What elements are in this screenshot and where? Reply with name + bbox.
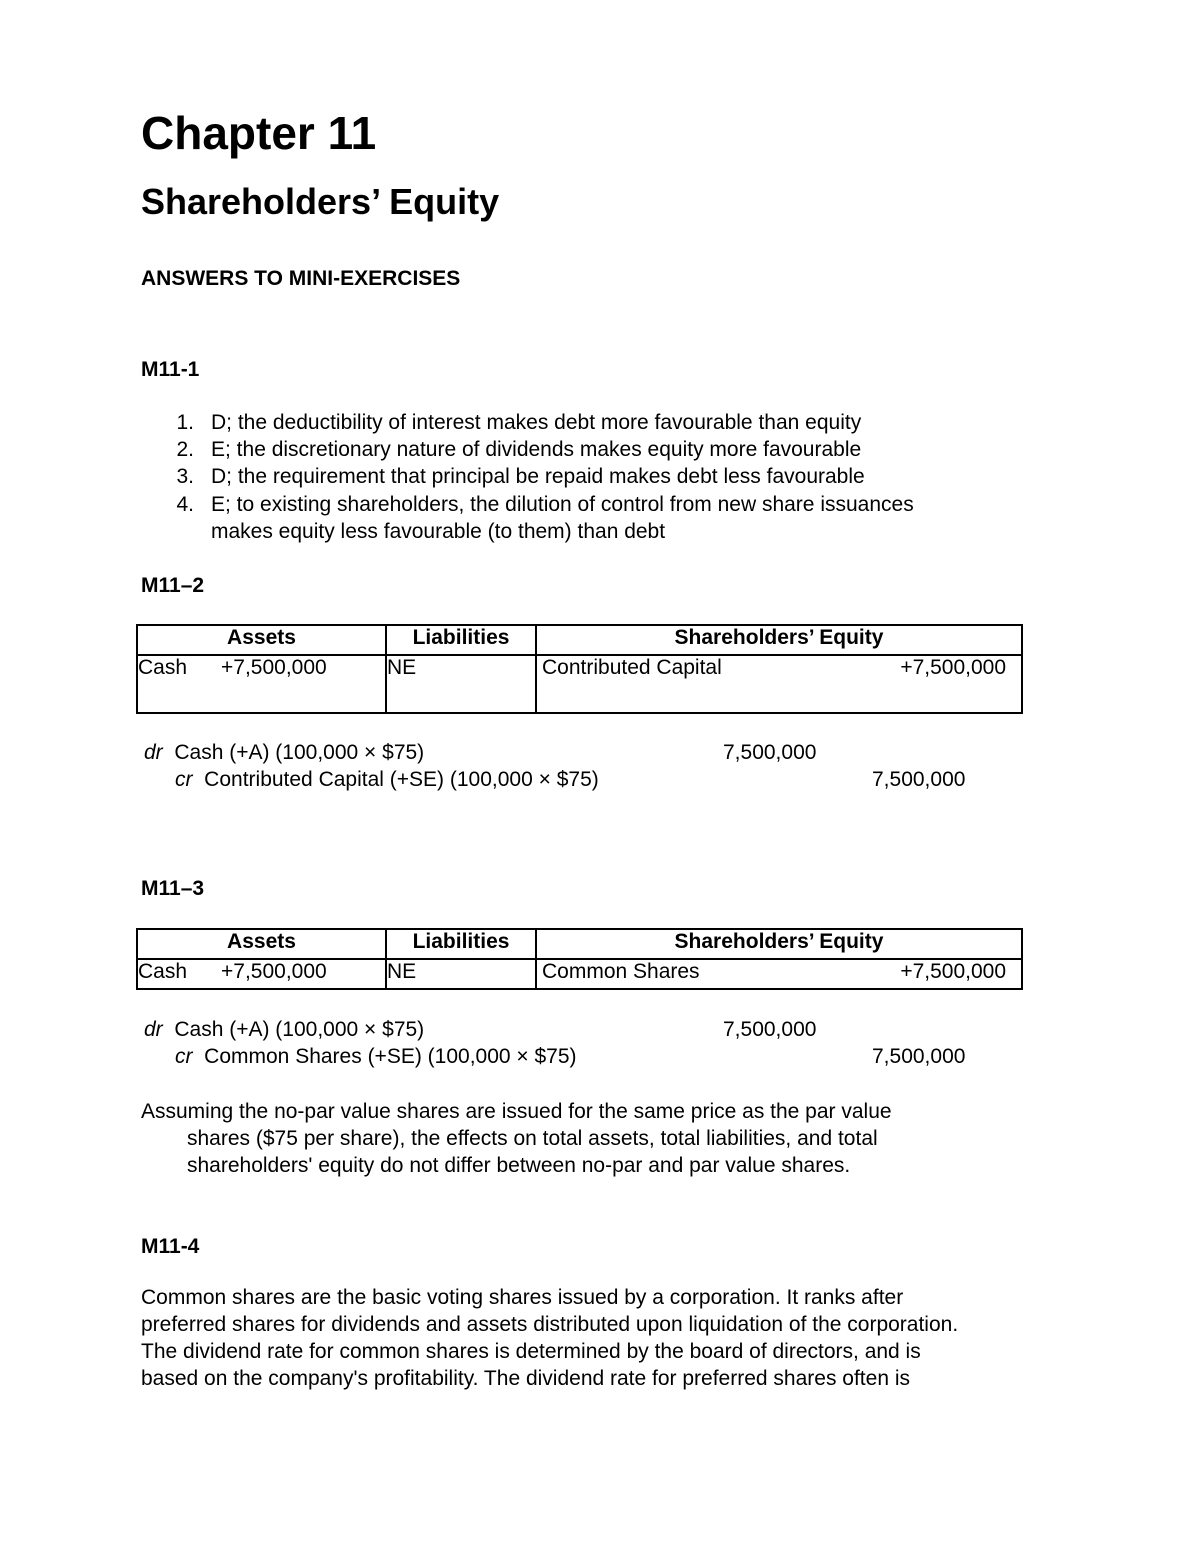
equity-label: Common Shares [542, 960, 700, 983]
liabilities-cell: NE [386, 959, 536, 989]
equity-header: Shareholders’ Equity [536, 625, 1022, 655]
m11-1-heading: M11-1 [141, 358, 200, 381]
assets-header: Assets [137, 625, 386, 655]
m11-4-paragraph: Common shares are the basic voting shares issued by a corporation. It ranks after preferred shares for dividends and assets distributed upon liquidation of the corporation. The dividend rate for common shares is determined by the board of directors, and is based on the company's profitability. The dividend rate for preferred shares often is [141, 1286, 959, 1390]
asset-amount: +7,500,000 [221, 656, 327, 679]
m11-2-journal-debit: dr Cash (+A) (100,000 × $75) [144, 741, 425, 764]
m11-3-journal-debit: dr Cash (+A) (100,000 × $75) [144, 1018, 425, 1041]
m11-3-credit-amount: 7,500,000 [872, 1045, 966, 1068]
asset-label: Cash [138, 656, 188, 679]
asset-amount: +7,500,000 [221, 960, 327, 983]
m11-3-debit-amount: 7,500,000 [723, 1018, 817, 1041]
assets-cell [137, 959, 386, 989]
equity-amount: +7,500,000 [900, 656, 1006, 679]
equity-amount: +7,500,000 [900, 960, 1006, 983]
equity-cell [536, 959, 1022, 989]
m11-2-credit-amount: 7,500,000 [872, 768, 966, 791]
liabilities-header: Liabilities [386, 625, 536, 655]
section-heading: ANSWERS TO MINI-EXERCISES [141, 267, 461, 290]
m11-2-effects-table [136, 624, 1023, 714]
assets-cell [137, 655, 386, 713]
m11-2-debit-amount: 7,500,000 [723, 741, 817, 764]
chapter-subtitle: Shareholders’ Equity [141, 181, 500, 222]
equity-header: Shareholders’ Equity [536, 929, 1022, 959]
chapter-title: Chapter 11 [141, 107, 377, 159]
m11-3-effects-table [136, 928, 1023, 990]
document-page: Chapter 11 Shareholders’ Equity ANSWERS TO MINI-EXERCISES M11-1 1. D; the deductibility of interest makes debt more favourable than equity 2. E; the discretionary nature of dividends makes equity more favourable 3. D; the requirement that principal be repaid makes debt less favourable 4. E; to existing shareholders, the dilution of control from new share issuances makes equity less favourable (to them) than debt M11–2 Assets Liabilities Shareholders’ Equity Cash +7,500,000 NE Contributed Capital +7,500,000 dr Cash (+A) (100,000 × $75) 7,500,000 cr Contributed Capital (+SE) (100,000 × $75) 7,500,000 M11–3 Assets Liabilities Shareholders’ Equity Cash +7,500,000 NE Common Shares +7,500,000 dr Cash (+A) (100,000 × $75) 7,500,000 cr Common Shares (+SE) (100,000 × $75) 7,500,000 Assuming the no-par value shares are issued for the same price as the par value shares ($75 per share), the effects on total assets, total liabilities, and total shareholders' equity do not differ between no-par and par value shares. M11-4 Common shares are the basic voting shares issued by a corporation. It ranks after preferred shares for dividends and assets distributed upon liquidation of the corporation. The dividend rate for common shares is determined by the board of directors, and is based on the company's profitability. The dividend rate for preferred shares often is [0, 0, 1200, 1553]
assets-header: Assets [137, 929, 386, 959]
equity-label: Contributed Capital [542, 656, 722, 679]
m11-2-journal-credit: cr Contributed Capital (+SE) (100,000 × $75) [175, 768, 599, 791]
m11-2-heading: M11–2 [141, 574, 205, 597]
asset-label: Cash [138, 960, 188, 983]
equity-cell [536, 655, 1022, 713]
liabilities-header: Liabilities [386, 929, 536, 959]
m11-3-journal-credit: cr Common Shares (+SE) (100,000 × $75) [175, 1045, 577, 1068]
m11-3-note: Assuming the no-par value shares are issued for the same price as the par value shares ($75 per share), the effects on total assets, total liabilities, and total shareholders' equity do not differ between no-par and par value shares. [141, 1100, 892, 1177]
m11-4-heading: M11-4 [141, 1235, 200, 1258]
liabilities-cell: NE [386, 655, 536, 713]
m11-3-heading: M11–3 [141, 877, 205, 900]
